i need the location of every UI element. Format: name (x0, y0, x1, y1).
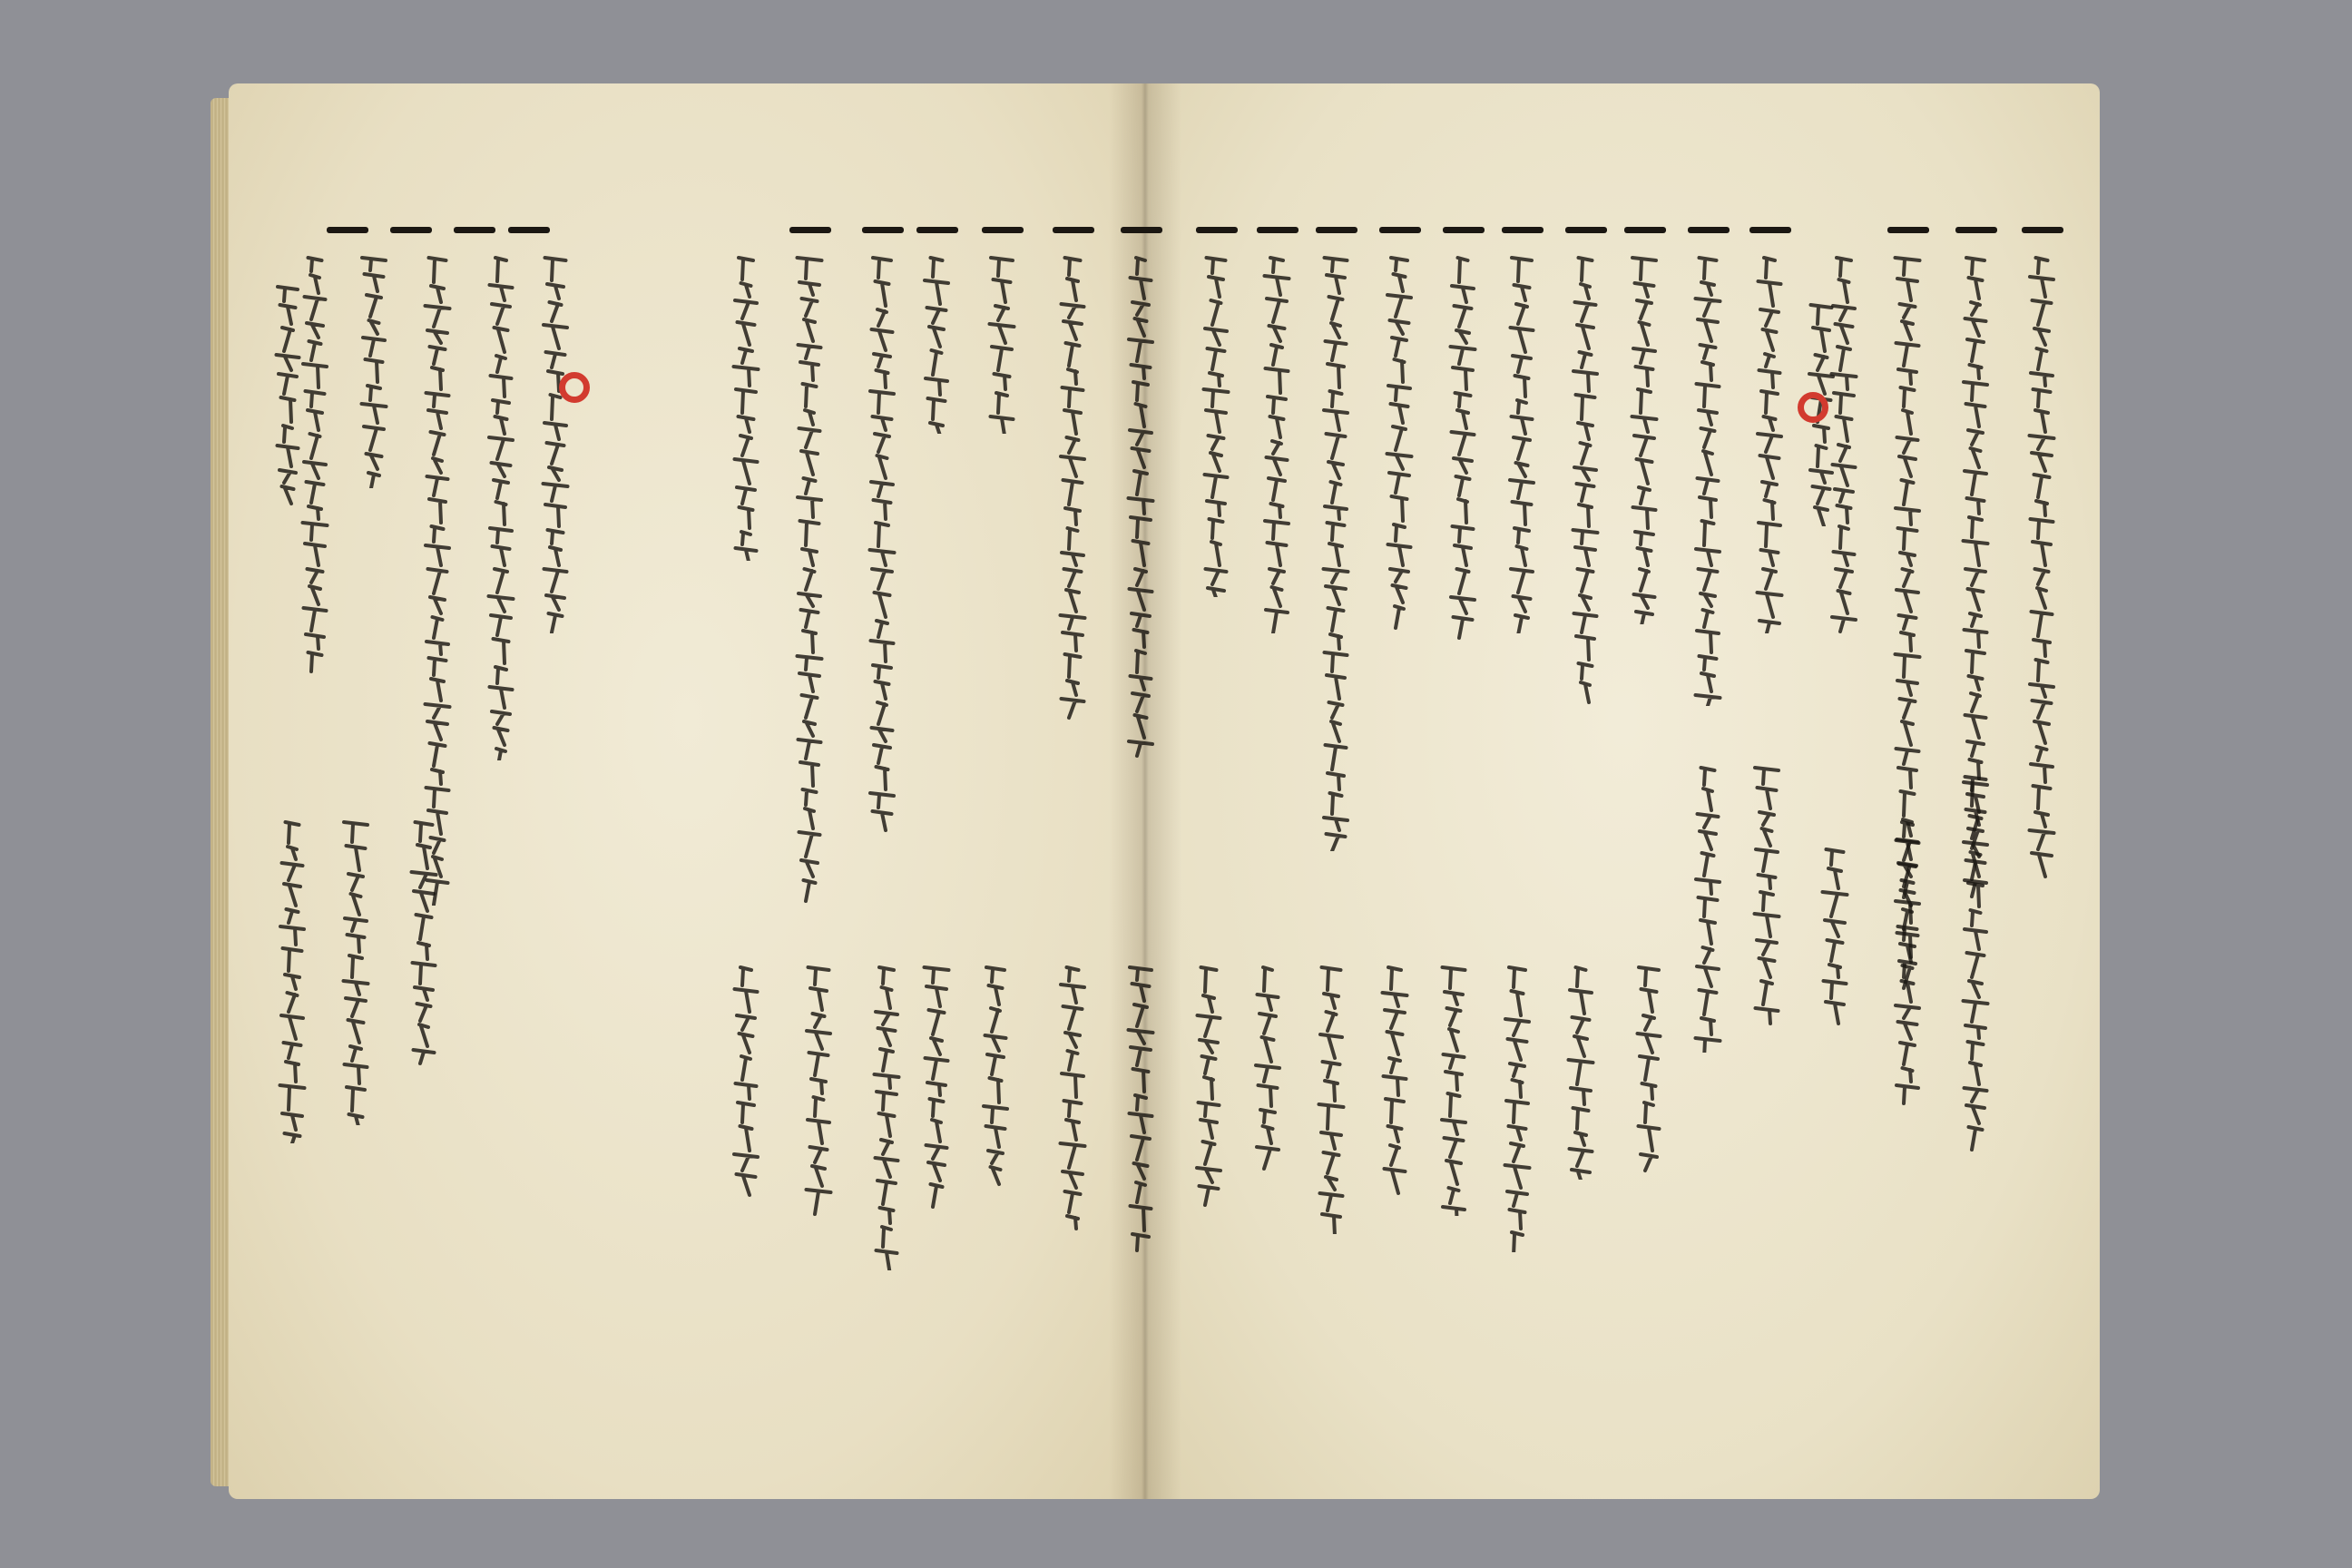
brush-strokes (1629, 962, 1669, 1180)
handwritten-entry-lower (404, 817, 444, 1071)
handwritten-entry-lower (1434, 962, 1474, 1216)
brush-strokes (1379, 252, 1419, 633)
brush-strokes (1248, 962, 1288, 1180)
brush-strokes (862, 252, 902, 833)
brush-strokes (1502, 252, 1542, 633)
column-header-stroke (327, 227, 368, 233)
brush-strokes (799, 962, 838, 1216)
handwritten-entry-lower (1688, 762, 1728, 1053)
brush-strokes (1747, 762, 1787, 1034)
handwritten-column (417, 252, 457, 906)
column-header-stroke (862, 227, 904, 233)
handwritten-column (1379, 252, 1419, 633)
column-header-stroke (2022, 227, 2063, 233)
handwritten-entry-lower (1815, 844, 1855, 1025)
handwritten-entry-lower (1121, 962, 1161, 1252)
brush-strokes (982, 252, 1022, 434)
brush-strokes (1196, 252, 1236, 597)
handwritten-column (1121, 252, 1161, 760)
brush-strokes (789, 252, 829, 906)
brush-strokes (272, 817, 312, 1143)
handwritten-column (354, 252, 394, 488)
column-header-stroke (1443, 227, 1485, 233)
brush-strokes (1189, 962, 1229, 1207)
brush-strokes (1815, 844, 1855, 1025)
column-header-stroke (1257, 227, 1298, 233)
handwritten-column (1196, 252, 1236, 597)
brush-strokes (1053, 252, 1093, 724)
column-header-stroke (1196, 227, 1238, 233)
handwritten-entry-lower (726, 962, 766, 1198)
column-header-stroke (1565, 227, 1607, 233)
brush-strokes (404, 817, 444, 1071)
handwritten-column (982, 252, 1022, 434)
column-header-stroke (1749, 227, 1791, 233)
brush-strokes (916, 252, 956, 434)
handwritten-entry-lower (916, 962, 956, 1216)
handwritten-column (481, 252, 521, 760)
column-header-stroke (982, 227, 1024, 233)
handwritten-column (2022, 252, 2062, 887)
column-header-stroke (1053, 227, 1094, 233)
brush-strokes (1053, 962, 1093, 1234)
handwritten-entry-lower (272, 817, 312, 1143)
handwritten-entry-lower (1053, 962, 1093, 1234)
handwritten-column (862, 252, 902, 833)
handwritten-column (789, 252, 829, 906)
brush-strokes (1121, 962, 1161, 1252)
column-header-stroke (454, 227, 495, 233)
brush-strokes (726, 962, 766, 1198)
brush-strokes (1565, 252, 1605, 706)
brush-strokes (481, 252, 521, 760)
brush-strokes (1121, 252, 1161, 760)
handwritten-entry-lower (867, 962, 906, 1270)
handwritten-entry-lower (1497, 962, 1537, 1252)
brush-strokes (1624, 252, 1664, 624)
brush-strokes (1311, 962, 1351, 1234)
column-header-stroke (390, 227, 432, 233)
handwritten-entry-lower (1189, 962, 1229, 1207)
brush-strokes (535, 252, 575, 633)
brush-strokes (1375, 962, 1415, 1198)
handwritten-column (1257, 252, 1297, 633)
handwritten-entry-lower (1561, 962, 1601, 1180)
handwritten-column (1502, 252, 1542, 633)
column-header-stroke (1316, 227, 1357, 233)
handwritten-entry-lower (799, 962, 838, 1216)
column-header-stroke (1887, 227, 1929, 233)
handwritten-column (1624, 252, 1664, 624)
handwritten-column (1443, 252, 1483, 642)
handwritten-column (1053, 252, 1093, 724)
handwritten-column (1688, 252, 1728, 706)
handwritten-entry-lower (1248, 962, 1288, 1180)
handwritten-column (1749, 252, 1789, 633)
handwritten-entry-lower (336, 817, 376, 1125)
brush-strokes (1257, 252, 1297, 633)
handwritten-column (1316, 252, 1356, 851)
brush-strokes (417, 252, 457, 906)
handwritten-entry-lower (1375, 962, 1415, 1198)
brush-strokes (1688, 762, 1728, 1053)
brush-strokes (1749, 252, 1789, 633)
brush-strokes (354, 252, 394, 488)
handwritten-column (1565, 252, 1605, 706)
brush-strokes (726, 252, 766, 561)
brush-strokes (268, 281, 308, 508)
column-header-stroke (1502, 227, 1544, 233)
column-header-stroke (1955, 227, 1997, 233)
brush-strokes (2022, 252, 2062, 887)
brush-strokes (975, 962, 1015, 1189)
column-header-stroke (1379, 227, 1421, 233)
column-header-stroke (1688, 227, 1730, 233)
brush-strokes (1443, 252, 1483, 642)
brush-strokes (1561, 962, 1601, 1180)
handwritten-entry-lower (1747, 762, 1787, 1034)
brush-strokes (1497, 962, 1537, 1252)
column-header-stroke (1624, 227, 1666, 233)
red-circle-mark-left (559, 372, 590, 403)
handwritten-column (268, 281, 308, 508)
brush-strokes (1887, 817, 1927, 1107)
handwritten-column (916, 252, 956, 434)
handwritten-column (726, 252, 766, 561)
column-header-stroke (1121, 227, 1162, 233)
brush-strokes (867, 962, 906, 1270)
column-header-stroke (916, 227, 958, 233)
handwritten-entry-lower (1311, 962, 1351, 1234)
brush-strokes (336, 817, 376, 1125)
column-header-stroke (789, 227, 831, 233)
handwritten-entry-lower (1887, 817, 1927, 1107)
brush-strokes (1688, 252, 1728, 706)
handwritten-entry-lower (1629, 962, 1669, 1180)
handwritten-column (535, 252, 575, 633)
column-header-stroke (508, 227, 550, 233)
handwritten-entry-lower (1955, 771, 1995, 1152)
brush-strokes (916, 962, 956, 1216)
handwritten-entry-lower (975, 962, 1015, 1189)
brush-strokes (1316, 252, 1356, 851)
brush-strokes (1955, 771, 1995, 1152)
brush-strokes (1434, 962, 1474, 1216)
red-circle-mark-right (1798, 392, 1828, 423)
